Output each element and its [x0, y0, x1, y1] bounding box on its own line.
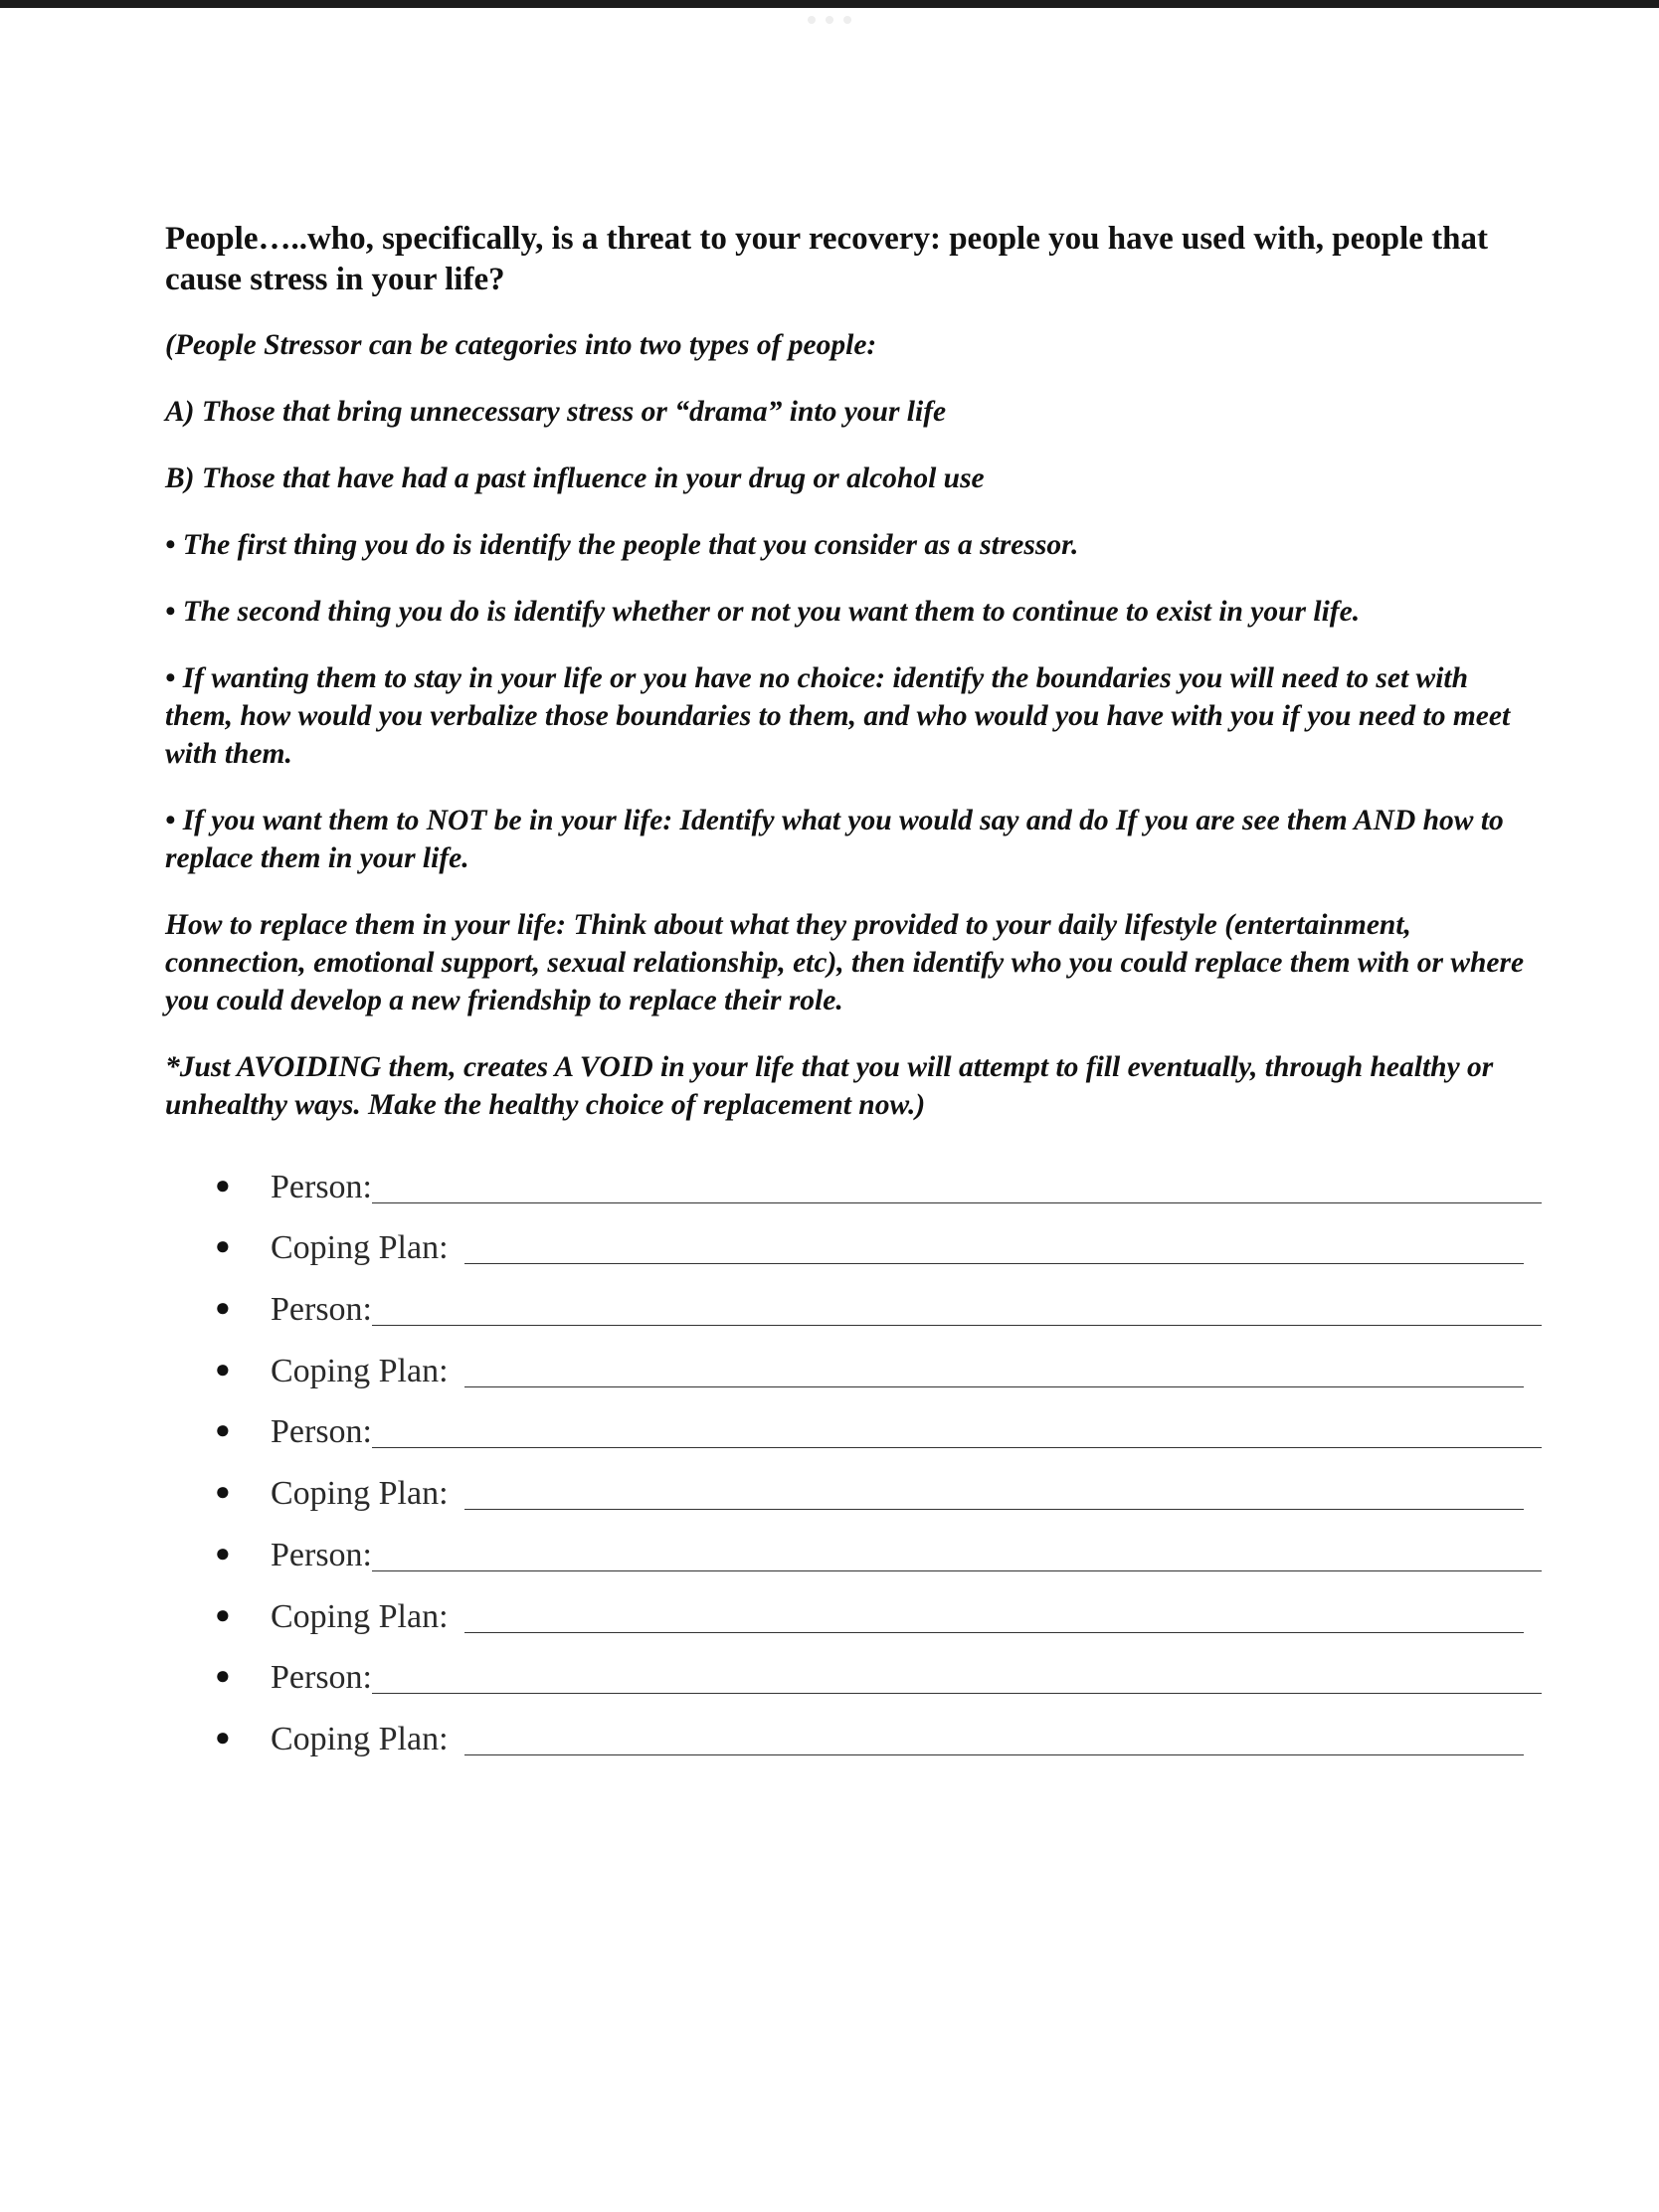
- bullet-icon: ●: [215, 1354, 231, 1383]
- field-label: Person:: [271, 1413, 372, 1451]
- field-label: Person:: [271, 1168, 372, 1205]
- bullet-icon: ●: [215, 1538, 231, 1567]
- document-body: [165, 219, 1538, 1153]
- answer-line[interactable]: [464, 1385, 1524, 1387]
- person-field[interactable]: [215, 1641, 1542, 1703]
- top-bar: [0, 0, 1659, 8]
- answer-line[interactable]: [372, 1692, 1542, 1694]
- remove-person-text: • If you want them to NOT be in your life: Identify what you would say and do If you are see them AND how to replace them in your life.: [165, 805, 1504, 874]
- answer-line[interactable]: [372, 1324, 1542, 1326]
- answer-line[interactable]: [464, 1631, 1524, 1633]
- intro-text: (People Stressor can be categories into two types of people:: [165, 329, 877, 361]
- field-label: Person:: [271, 1291, 372, 1329]
- step-two-text: • The second thing you do is identify whether or not you want them to continue to exist in your life.: [165, 596, 1361, 628]
- answer-line[interactable]: [372, 1446, 1542, 1448]
- field-label: Coping Plan:: [271, 1720, 458, 1757]
- field-label: Coping Plan:: [271, 1475, 458, 1513]
- answer-line[interactable]: [464, 1753, 1524, 1755]
- field-label: Person:: [271, 1536, 372, 1573]
- dot: [808, 16, 816, 24]
- bullet-icon: ●: [215, 1231, 231, 1261]
- bullet-icon: ●: [215, 1477, 231, 1507]
- bullet-icon: ●: [215, 1415, 231, 1445]
- step-one-text: • The first thing you do is identify the people that you consider as a stressor.: [165, 529, 1079, 561]
- coping-plan-field[interactable]: [215, 1702, 1542, 1763]
- answer-line[interactable]: [372, 1201, 1542, 1203]
- avoiding-note: *Just AVOIDING them, creates A VOID in your life that you will attempt to fill eventually, through healthy or unhealthy ways. Make the healthy choice of replacement now.): [165, 1051, 1494, 1121]
- replace-text: How to replace them in your life: Think about what they provided to your daily lifestyle (entertainment, connection, emotional support, sexual relationship, etc), then identify who you could replace them with or where you could develop a new friendship to replace their role.: [165, 909, 1525, 1016]
- bullet-icon: ●: [215, 1170, 231, 1199]
- coping-plan-field[interactable]: [215, 1456, 1542, 1518]
- answer-line[interactable]: [464, 1508, 1524, 1510]
- field-label: Coping Plan:: [271, 1352, 458, 1389]
- answer-line[interactable]: [464, 1262, 1524, 1264]
- person-field[interactable]: [215, 1395, 1542, 1457]
- coping-plan-field[interactable]: [215, 1211, 1542, 1273]
- field-label: Coping Plan:: [271, 1229, 458, 1267]
- dot: [826, 16, 833, 24]
- coping-plan-field[interactable]: [215, 1579, 1542, 1641]
- stay-boundaries-text: • If wanting them to stay in your life or you have no choice: identify the boundaries you will need to set with them, how would you verbalize those boundaries to them, and who would you have with you if you need to meet with them.: [165, 662, 1511, 770]
- bullet-icon: ●: [215, 1722, 231, 1751]
- field-label: Person:: [271, 1659, 372, 1697]
- bullet-icon: ●: [215, 1293, 231, 1323]
- answer-line[interactable]: [372, 1569, 1542, 1571]
- field-label: Coping Plan:: [271, 1597, 458, 1635]
- type-a-text: A) Those that bring unnecessary stress or “drama” into your life: [165, 396, 947, 428]
- worksheet-heading: People…..who, specifically, is a threat to your recovery: people you have used with, people that cause stress in your life?: [165, 221, 1489, 297]
- more-options-icon[interactable]: [808, 16, 851, 24]
- dot: [843, 16, 851, 24]
- coping-plan-field[interactable]: [215, 1334, 1542, 1395]
- person-field[interactable]: [215, 1150, 1542, 1211]
- person-field[interactable]: [215, 1272, 1542, 1334]
- type-b-text: B) Those that have had a past influence in your drug or alcohol use: [165, 462, 985, 494]
- bullet-icon: ●: [215, 1661, 231, 1691]
- bullet-icon: ●: [215, 1599, 231, 1629]
- fill-in-form: [215, 1150, 1542, 1763]
- person-field[interactable]: [215, 1518, 1542, 1579]
